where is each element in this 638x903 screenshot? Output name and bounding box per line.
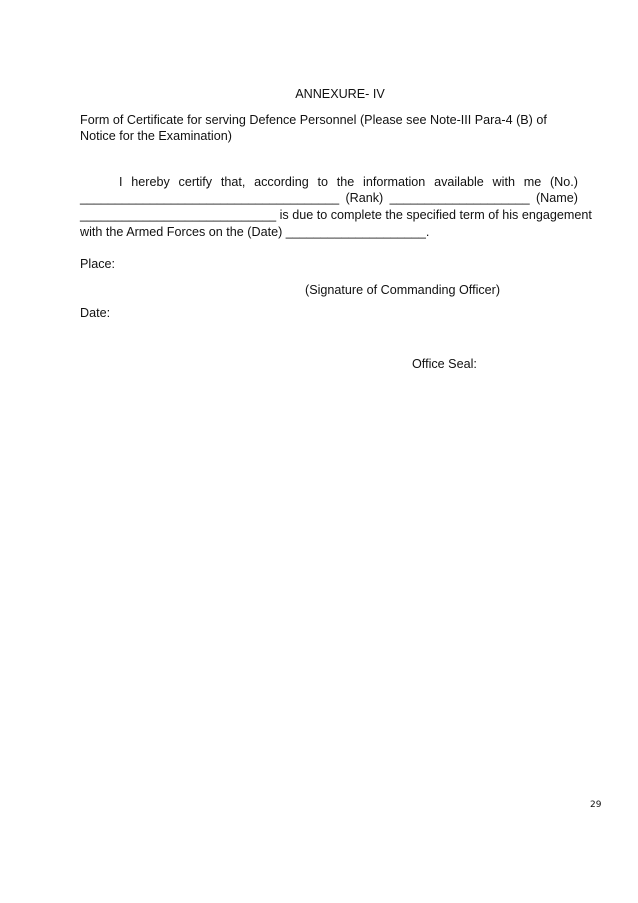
word: I <box>119 175 123 189</box>
certificate-line-3 <box>80 208 592 222</box>
form-description: Form of Certificate for serving Defence Personnel (Please see Note-III Para-4 (B) of Notice for the Examination) <box>80 113 547 143</box>
word: (No.) <box>549 175 578 189</box>
certificate-line-4 <box>80 225 578 239</box>
word: certify <box>178 175 213 189</box>
word: to <box>317 175 328 189</box>
word: the <box>336 175 355 189</box>
annexure-title: ANNEXURE- IV <box>295 87 385 101</box>
rank-label: (Rank) <box>345 191 384 205</box>
word: with <box>492 175 515 189</box>
name-label: (Name) <box>535 191 578 205</box>
word: according <box>254 175 309 189</box>
date-clause: with the Armed Forces on the (Date) ____________________. <box>80 225 430 239</box>
rank-blank: ____________________ <box>389 191 530 205</box>
signature-label: (Signature of Commanding Officer) <box>305 283 501 297</box>
word: that, <box>220 175 246 189</box>
certificate-line-2 <box>80 191 578 205</box>
number-blank: _____________________________________ <box>80 191 340 205</box>
date-label: Date: <box>80 306 111 320</box>
office-seal-label: Office Seal: <box>412 357 477 371</box>
word: hereby <box>131 175 170 189</box>
page-number: 29 <box>590 800 602 810</box>
word: available <box>434 175 484 189</box>
word: information <box>363 175 426 189</box>
word: me <box>523 175 542 189</box>
name-blank-and-text: ____________________________ is due to complete the specified term of his engagement <box>80 208 592 222</box>
place-label: Place: <box>80 257 116 271</box>
certificate-line-1 <box>80 175 578 189</box>
